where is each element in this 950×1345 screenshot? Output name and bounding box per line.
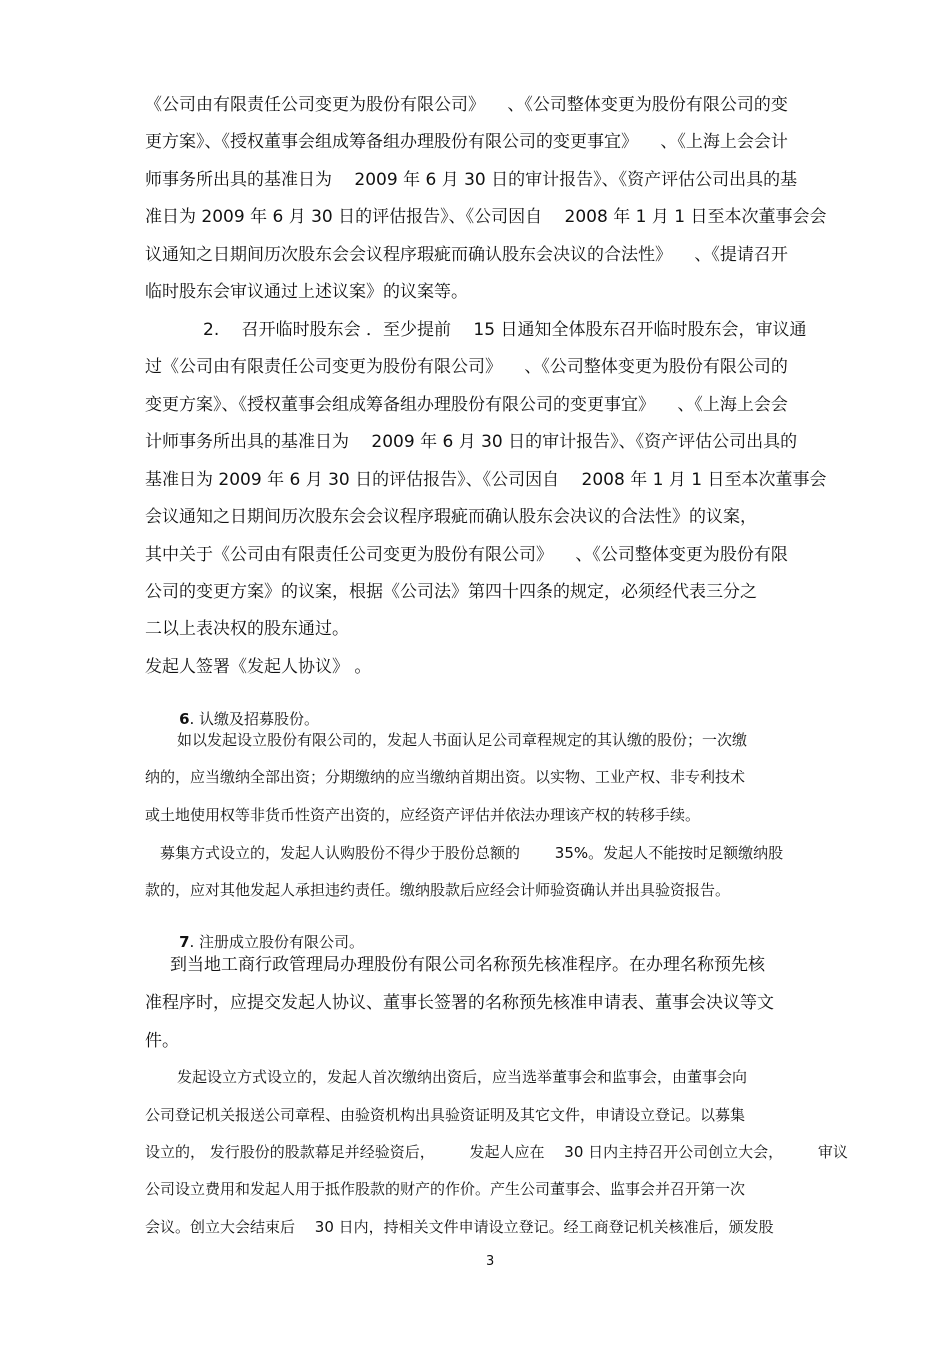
text-line: 准日为 2009 年 6 月 30 日的评估报告》、《公司因自 2008 年 1 月 1 日至本次董事会会 bbox=[145, 207, 827, 227]
text-line: 2. 召开临时股东会 ．至少提前 15 日通知全体股东召开临时股东会，审议通 bbox=[203, 320, 807, 340]
text-line: 变更方案》、《授权董事会组成筹备组办理股份有限公司的变更事宜》 、《上海上会会 bbox=[145, 395, 788, 415]
text-line: 准程序时，应提交发起人协议、董事长签署的名称预先核准申请表、董事会决议等文 bbox=[145, 993, 774, 1013]
text-line: 公司的变更方案》的议案，根据《公司法》第四十四条的规定，必须经代表三分之 bbox=[145, 582, 757, 602]
text-line: 公司设立费用和发起人用于抵作股款的财产的作价。产生公司董事会、监事会并召开第一次 bbox=[145, 1180, 746, 1198]
text-line: 设立的， 发行股份的股款幕足并经验资后， 发起人应在 30 日内主持召开公司创立大会， 审议 bbox=[145, 1143, 848, 1161]
text-line: 更方案》、《授权董事会组成筹备组办理股份有限公司的变更事宜》 、《上海上会会计 bbox=[145, 132, 788, 152]
item-number: 6 bbox=[179, 710, 190, 728]
page-number: 3 bbox=[486, 1254, 495, 1269]
text-line: 临时股东会审议通过上述议案》的议案等。 bbox=[145, 282, 468, 302]
item-title: . 注册成立股份有限公司。 bbox=[189, 933, 365, 951]
text-line: 计师事务所出具的基准日为 2009 年 6 月 30 日的审计报告》、《资产评估公司出具的 bbox=[145, 432, 798, 452]
text-line: 过《公司由有限责任公司变更为股份有限公司》 、《公司整体变更为股份有限公司的 bbox=[145, 357, 788, 377]
text-line: 师事务所出具的基准日为 2009 年 6 月 30 日的审计报告》、《资产评估公司出具的基 bbox=[145, 170, 798, 190]
text-line: 如以发起设立股份有限公司的，发起人书面认足公司章程规定的其认缴的股份；一次缴 bbox=[177, 731, 748, 749]
text-line: 会议。创立大会结束后 30 日内，持相关文件申请设立登记。经工商登记机关核准后，颁发股 bbox=[145, 1218, 774, 1236]
text-line: 议通知之日期间历次股东会会议程序瑕疵而确认股东会决议的合法性》 、《提请召开 bbox=[145, 245, 788, 265]
text-line: 发起设立方式设立的，发起人首次缴纳出资后，应当选举董事会和监事会，由董事会向 bbox=[177, 1068, 748, 1086]
text-line: 件。 bbox=[145, 1031, 179, 1051]
text-line: 会议通知之日期间历次股东会会议程序瑕疵而确认股东会决议的合法性》的议案， bbox=[145, 507, 757, 527]
text-line: 《公司由有限责任公司变更为股份有限公司》 、《公司整体变更为股份有限公司的变 bbox=[145, 95, 788, 115]
text-line: 公司登记机关报送公司章程、由验资机构出具验资证明及其它文件，申请设立登记。以募集 bbox=[145, 1106, 746, 1124]
text-line: 到当地工商行政管理局办理股份有限公司名称预先核准程序。在办理名称预先核 bbox=[170, 955, 765, 975]
item-number: 7 bbox=[179, 933, 190, 951]
text-line: 或土地使用权等非货币性资产出资的，应经资产评估并依法办理该产权的转移手续。 bbox=[145, 806, 701, 824]
text-line: 款的，应对其他发起人承担违约责任。缴纳股款后应经会计师验资确认并出具验资报告。 bbox=[145, 881, 731, 899]
text-line: 发起人签署《发起人协议》 。 bbox=[145, 657, 372, 677]
text-line: 募集方式设立的，发起人认购股份不得少于股份总额的 35%。发起人不能按时足额缴纳股 bbox=[160, 844, 784, 862]
text-line: 其中关于《公司由有限责任公司变更为股份有限公司》 、《公司整体变更为股份有限 bbox=[145, 545, 788, 565]
text-line: 纳的，应当缴纳全部出资；分期缴纳的应当缴纳首期出资。以实物、工业产权、非专利技术 bbox=[145, 768, 746, 786]
text-line: 二以上表决权的股东通过。 bbox=[145, 619, 349, 639]
text-line: 基准日为 2009 年 6 月 30 日的评估报告》、《公司因自 2008 年 1 月 1 日至本次董事会 bbox=[145, 470, 827, 490]
item-title: . 认缴及招募股份。 bbox=[189, 710, 320, 728]
